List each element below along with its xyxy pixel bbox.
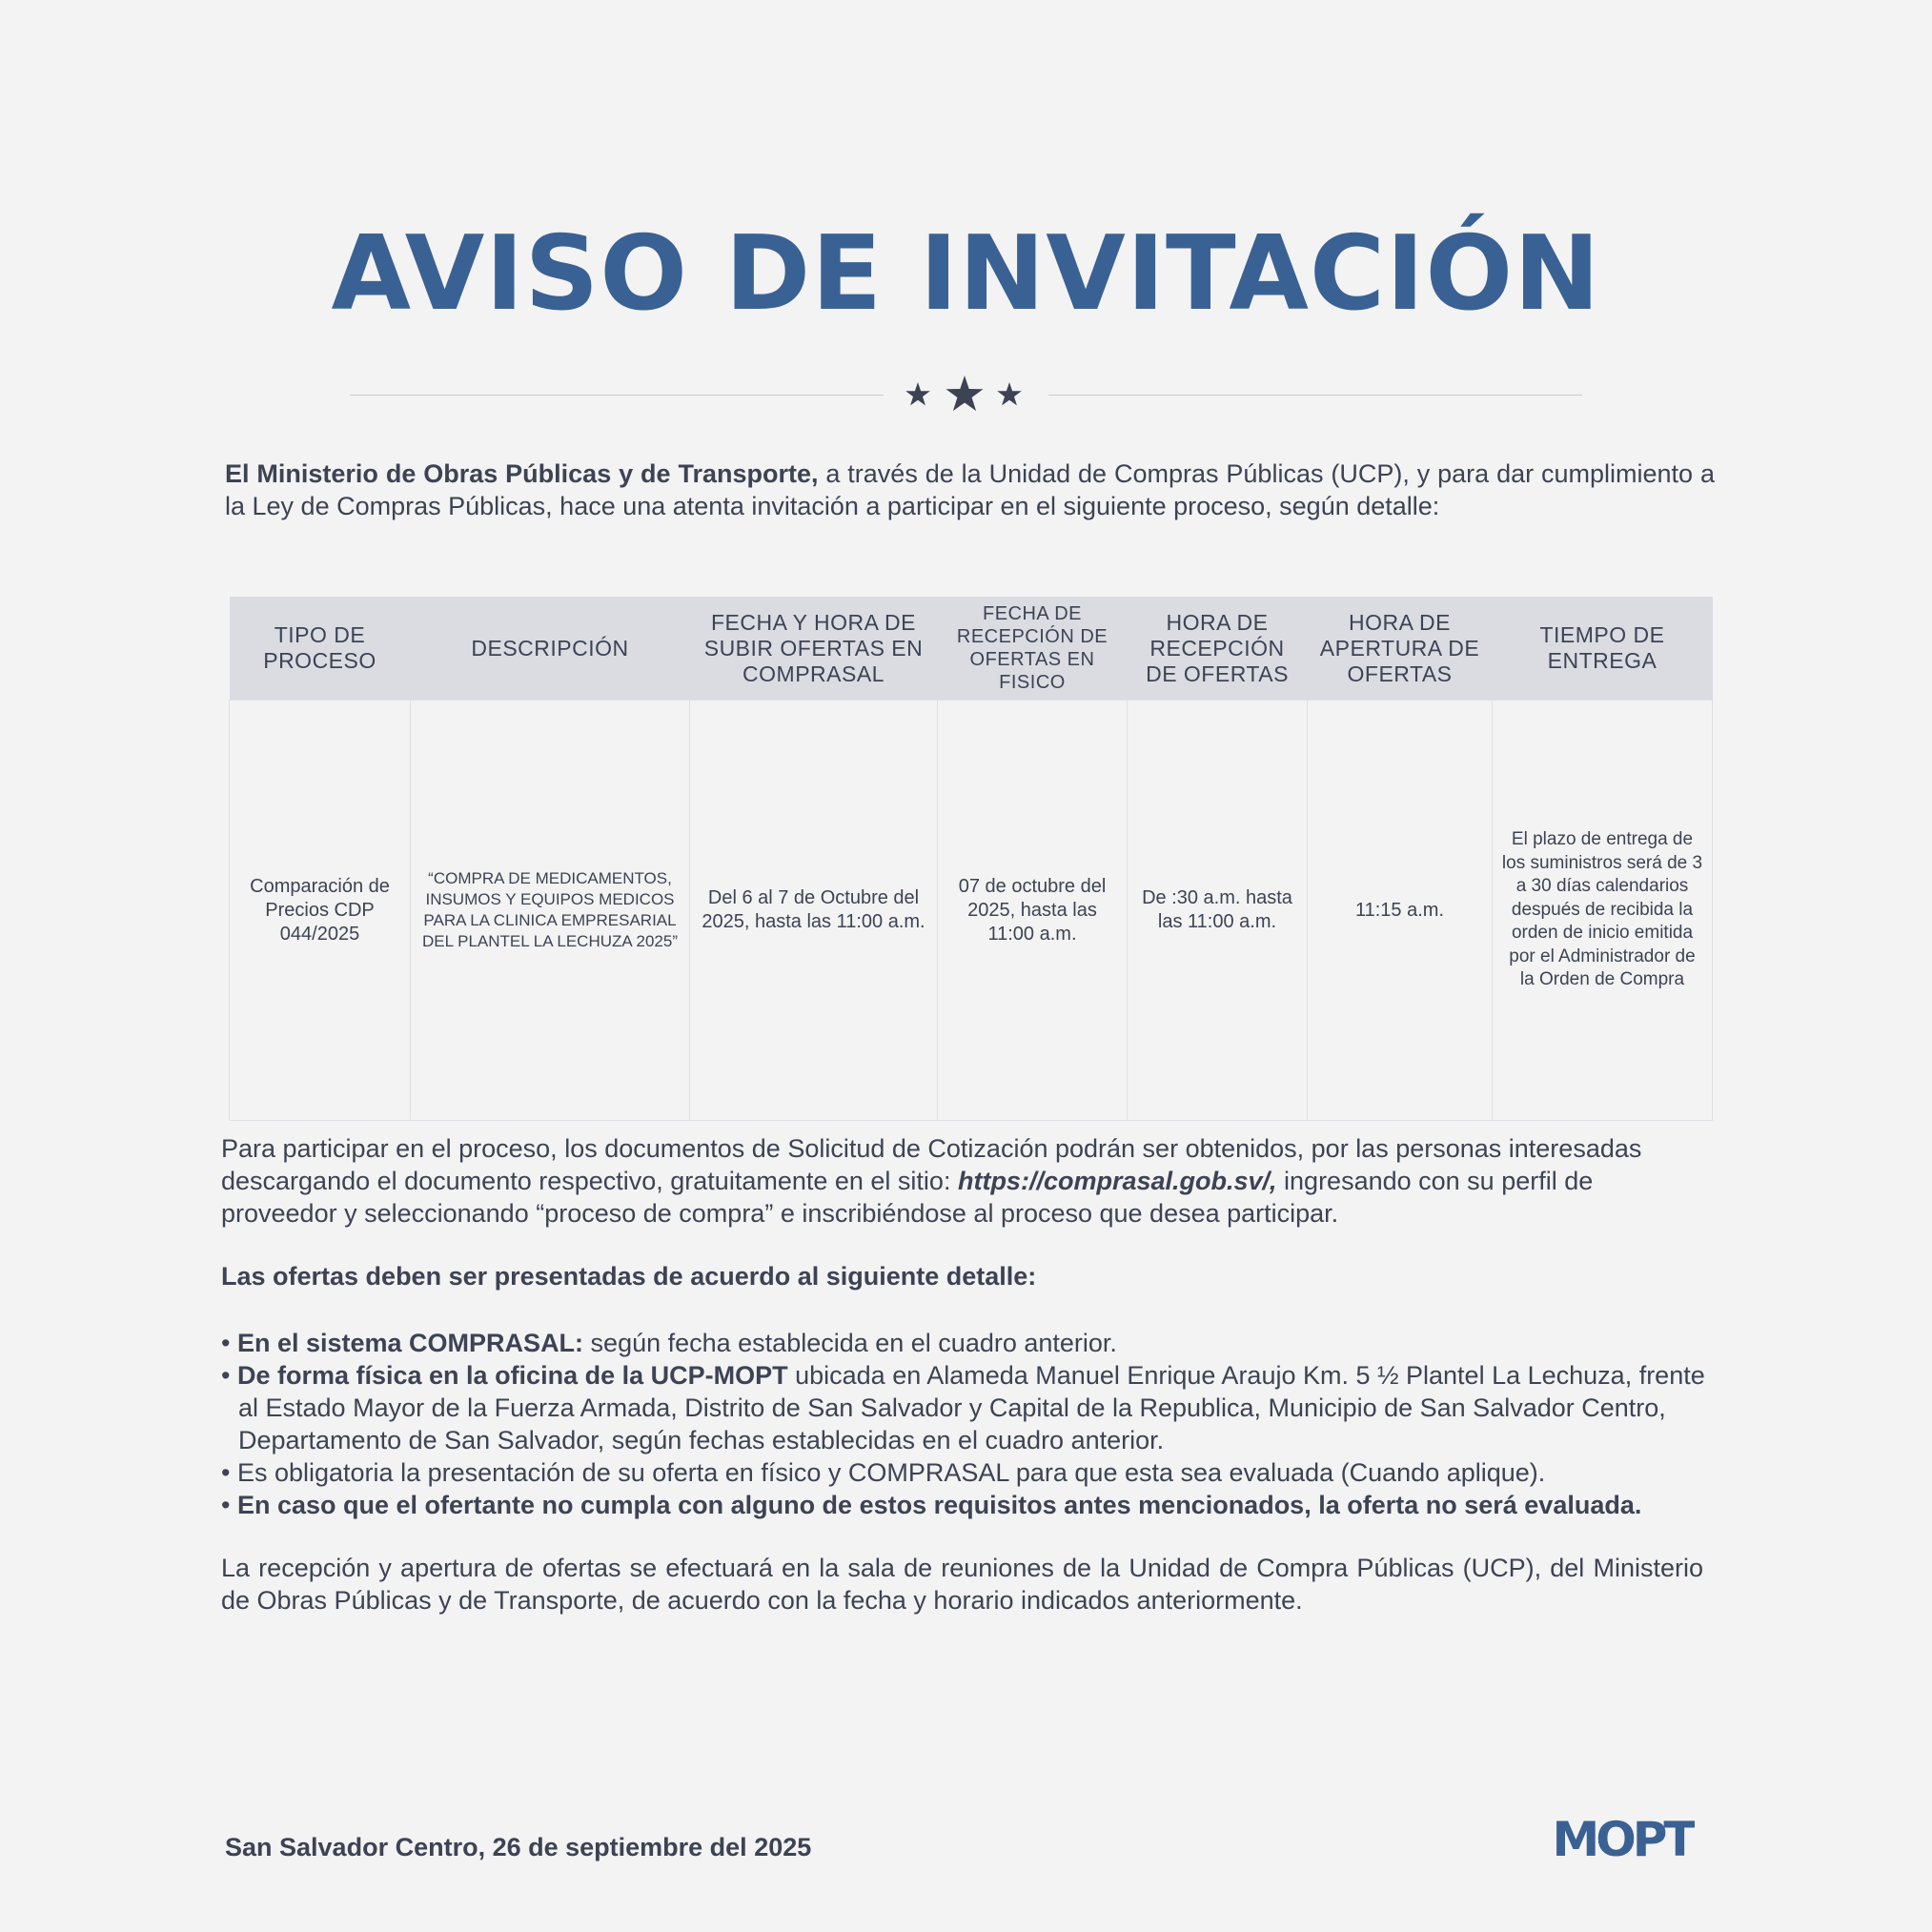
cell-hora-recepcion: De :30 a.m. hasta las 11:00 a.m.: [1128, 701, 1308, 1121]
cell-descripcion: “COMPRA DE MEDICAMENTOS, INSUMOS Y EQUIPOS MEDICOS PARA LA CLINICA EMPRESARIAL DEL PLANTEL LA LECHUZA 2025”: [411, 701, 690, 1121]
header-tipo: TIPO DE PROCESO: [230, 597, 411, 701]
divider-left: [350, 395, 884, 396]
comprasal-link[interactable]: https://comprasal.gob.sv/,: [957, 1167, 1277, 1195]
list-item: [221, 1327, 1713, 1359]
header-fecha-fisico: FECHA DE RECEPCIÓN DE OFERTAS EN FISICO: [938, 597, 1128, 701]
cell-fecha-fisico: 07 de octubre del 2025, hasta las 11:00 a.m.: [938, 701, 1128, 1121]
list-item-bold: De forma física en la oficina de la UCP-MOPT: [236, 1361, 788, 1390]
list-item-text: ubicada en Alameda Manuel Enrique Araujo Km. 5 ½ Plantel La Lechuza, frente al Estado Mayor de la Fuerza Armada, Distrito de San Salvador y Capital de la Republica, Municipio de San Salvador Centro, Departamento de San Salvador, según fechas establecidas en el cuadro anterior.: [238, 1361, 1705, 1454]
list-item-text: según fecha establecida en el cuadro anterior.: [583, 1329, 1117, 1357]
header-hora-apertura: HORA DE APERTURA DE OFERTAS: [1308, 597, 1493, 701]
intro-bold: El Ministerio de Obras Públicas y de Transporte,: [225, 459, 819, 488]
cell-fecha-compresal: Del 6 al 7 de Octubre del 2025, hasta las 11:00 a.m.: [690, 701, 938, 1121]
participar-before: Para participar en el proceso, los documentos de Solicitud de Cotización podrán ser obtenidos, por las personas interesadas descargando el documento respectivo, gratuitamente en el sitio:: [221, 1134, 1642, 1195]
list-item-bold: En el sistema COMPRASAL:: [236, 1329, 584, 1357]
mopt-logo: [1550, 1816, 1695, 1860]
list-item-text: Es obligatoria la presentación de su oferta en físico y COMPRASAL para que esta sea evaluada (Cuando aplique).: [236, 1458, 1546, 1487]
cell-tiempo-entrega: El plazo de entrega de los suministros será de 3 a 30 días calendarios después de recibida la orden de inicio emitida por el Administrador de la Orden de Compra: [1493, 701, 1713, 1121]
logo-text: MOPT: [1552, 1816, 1693, 1860]
process-table: [229, 597, 1713, 1121]
list-item: [221, 1359, 1713, 1456]
participar-paragraph: [221, 1132, 1713, 1230]
header-fecha-compresal: FECHA Y HORA DE SUBIR OFERTAS EN COMPRASAL: [690, 597, 938, 701]
intro-paragraph: [225, 458, 1715, 522]
list-item: [221, 1489, 1713, 1521]
requirements-list: [221, 1327, 1713, 1521]
cell-tipo: Comparación de Precios CDP 044/2025: [230, 701, 411, 1121]
header-hora-recepcion: HORA DE RECEPCIÓN DE OFERTAS: [1128, 597, 1308, 701]
intro-text: a través de la Unidad de Compras Públicas (UCP), y para dar cumplimiento a la Ley de Compras Públicas, hace una atenta invitación a participar en el siguiente proceso, según detalle:: [225, 459, 1715, 520]
footer-date: San Salvador Centro, 26 de septiembre del 2025: [225, 1833, 812, 1861]
table-row: [230, 701, 1713, 1121]
divider-right: [1048, 395, 1582, 396]
page-title: AVISO DE INVITACIÓN: [331, 214, 1601, 334]
list-item: [221, 1456, 1713, 1489]
header-descripcion: DESCRIPCIÓN: [411, 597, 690, 701]
ofertas-heading: Las ofertas deben ser presentadas de acuerdo al siguiente detalle:: [221, 1262, 1037, 1291]
participar-after: ingresando con su perfil de proveedor y seleccionando “proceso de compra” e inscribiéndose al proceso que desea participar.: [221, 1167, 1594, 1228]
recepcion-paragraph: La recepción y apertura de ofertas se efectuará en la sala de reuniones de la Unidad de Compra Públicas (UCP), del Ministerio de Obras Públicas y de Transporte, de acuerdo con la fecha y horario indicados anteriormente.: [221, 1554, 1703, 1615]
list-item-bold: En caso que el ofertante no cumpla con alguno de estos requisitos antes mencionados, la oferta no será evaluada.: [236, 1491, 1642, 1519]
header-tiempo-entrega: TIEMPO DE ENTREGA: [1493, 597, 1713, 701]
cell-hora-apertura: 11:15 a.m.: [1308, 701, 1493, 1121]
table-header-row: [230, 597, 1713, 701]
stars-icon: [901, 374, 1029, 417]
